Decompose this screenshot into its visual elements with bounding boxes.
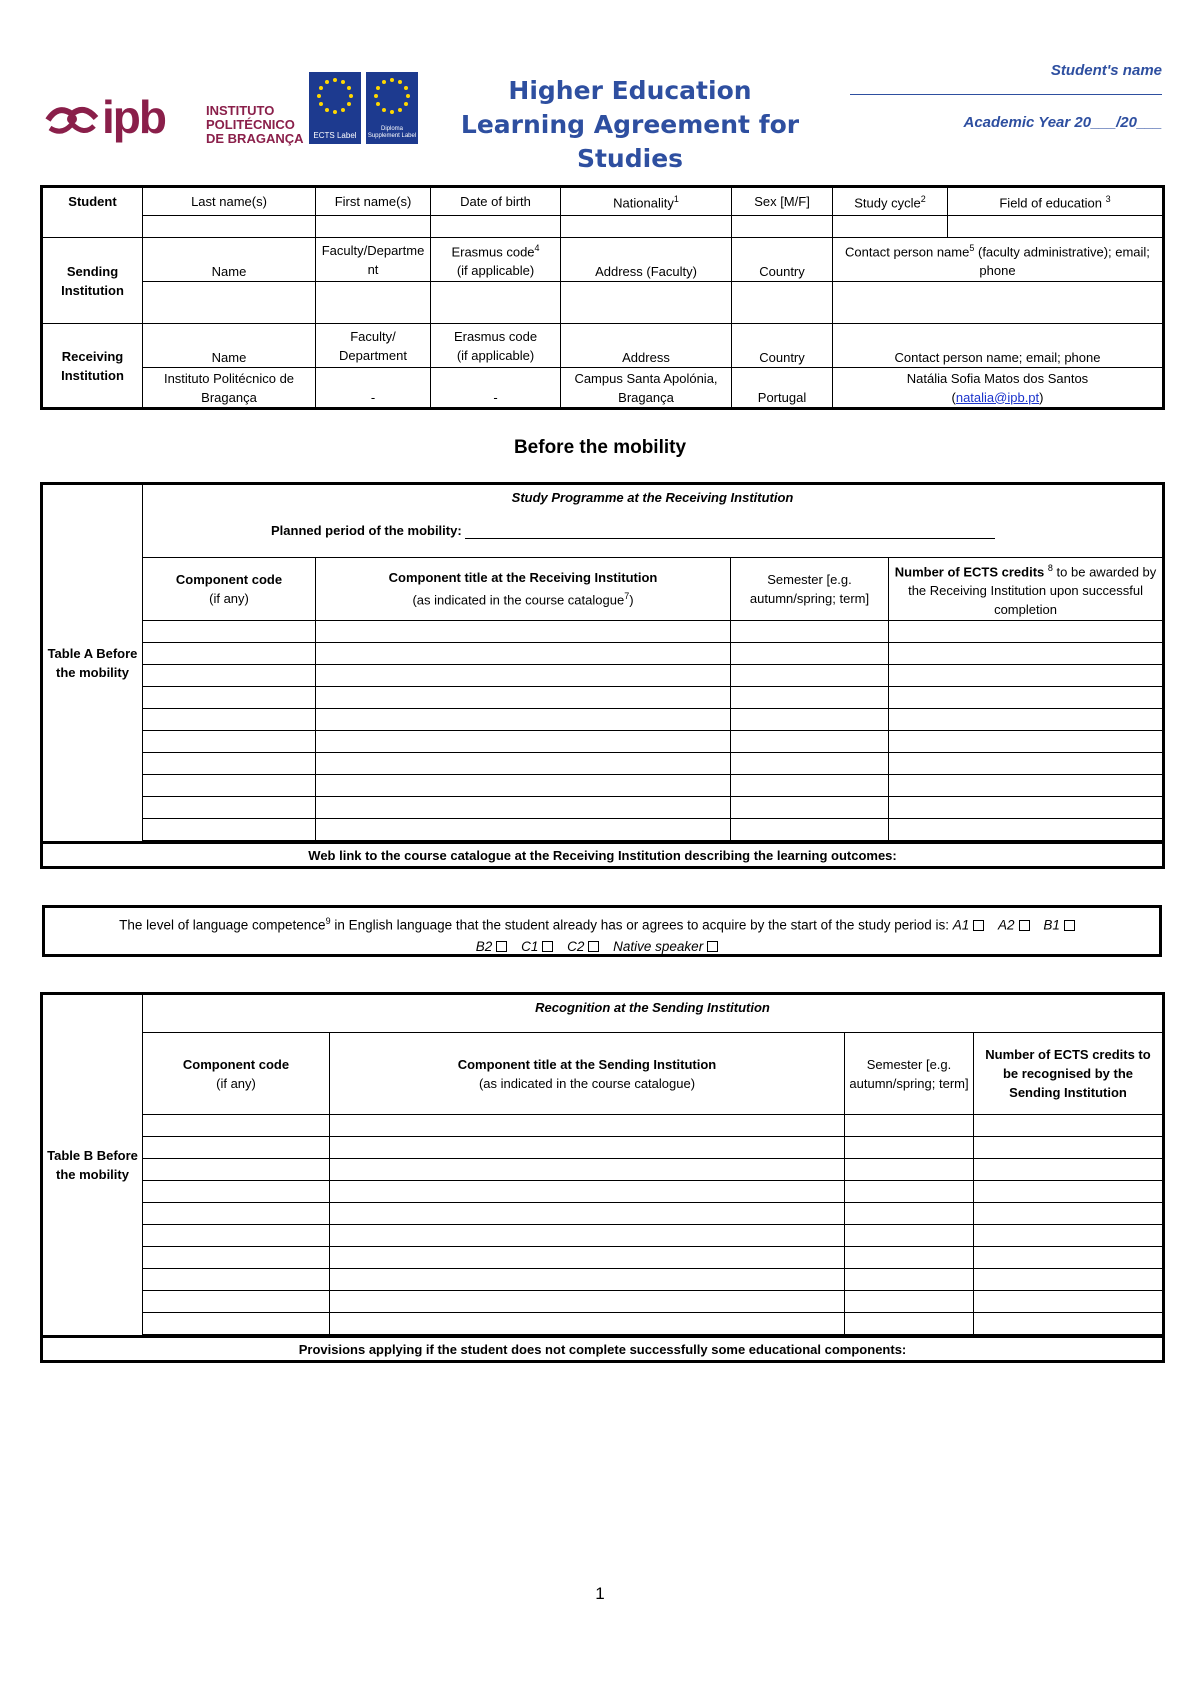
student-name-label: Student's name	[1050, 62, 1162, 79]
table-b-footer: Provisions applying if the student does not complete successfully some educational components:	[43, 1337, 1163, 1361]
col-first-name: First name(s)	[316, 188, 431, 216]
sending-col-contact: Contact person name$^5$ (faculty administrative); email; phone	[833, 238, 1163, 282]
page-number: 1	[595, 1584, 605, 1603]
level-native-label: Native speaker	[613, 938, 704, 954]
institution-logo-text: INSTITUTO POLITÉCNICO DE BRAGANÇA	[206, 103, 304, 146]
contact-email-link[interactable]: natalia@ipb.pt	[955, 389, 1040, 405]
field-of-education-field[interactable]	[948, 216, 1163, 238]
sending-col-erasmus: Erasmus code$^4$ (if applicable)	[431, 238, 561, 282]
table-row[interactable]	[43, 1225, 1163, 1247]
first-name-field[interactable]	[316, 216, 431, 238]
receiving-col-contact: Contact person name; email; phone	[833, 324, 1163, 368]
sex-field[interactable]	[732, 216, 833, 238]
receiving-institution-label: Receiving Institution	[43, 324, 143, 408]
table-row[interactable]	[43, 753, 1163, 775]
table-row[interactable]	[43, 1159, 1163, 1181]
table-a-col-code: Component code (if any)	[143, 558, 316, 621]
ipb-emblem-icon	[44, 100, 100, 138]
level-c2-checkbox[interactable]	[588, 941, 599, 952]
planned-period-field[interactable]	[465, 524, 995, 539]
level-a1-checkbox[interactable]	[973, 920, 984, 931]
table-row[interactable]	[43, 731, 1163, 753]
level-a1-label: A1	[952, 917, 970, 933]
ipb-logo-text: ipb	[102, 91, 165, 143]
table-b-title: Recognition at the Sending Institution	[143, 995, 1163, 1033]
receiving-contact-value: Natália Sofia Matos dos Santos (natalia@ipb.pt)	[833, 368, 1163, 408]
table-row[interactable]	[43, 1203, 1163, 1225]
ds-label-logo	[366, 72, 418, 144]
sending-col-country: Country	[732, 238, 833, 282]
ipb-logo	[44, 91, 304, 146]
ects-label-logo	[309, 72, 361, 144]
sending-institution-label: Sending Institution	[43, 238, 143, 324]
level-native-checkbox[interactable]	[707, 941, 718, 952]
receiving-address-value: Campus Santa Apolónia, Bragança	[561, 368, 732, 408]
eu-stars-icon	[372, 76, 412, 116]
table-a-col-semester: Semester [e.g. autumn/spring; term]	[731, 558, 889, 621]
level-b1-label: B1	[1043, 917, 1060, 933]
info-table	[42, 187, 1163, 408]
language-line-2	[45, 936, 1159, 957]
level-b2-label: B2	[475, 938, 493, 954]
sending-faculty-field[interactable]	[316, 282, 431, 324]
table-a-header	[143, 485, 1163, 558]
table-a-col-credits: Number of ECTS credits $^8$ to be awarded by the Receiving Institution upon successful completion	[889, 558, 1163, 621]
col-nationality: Nationality$^1$	[561, 188, 732, 216]
table-row[interactable]	[43, 1115, 1163, 1137]
table-b-col-title: Component title at the Sending Institution (as indicated in the course catalogue)	[330, 1033, 845, 1115]
contact-person-name: Natália Sofia Matos dos Santos	[906, 370, 1089, 386]
level-a2-label: A2	[998, 917, 1015, 933]
section-title: Before the mobility	[513, 437, 687, 458]
level-c1-checkbox[interactable]	[542, 941, 553, 952]
planned-period-label: Planned period of the mobility:	[271, 523, 462, 538]
table-row[interactable]	[43, 797, 1163, 819]
table-row[interactable]	[43, 665, 1163, 687]
receiving-col-country: Country	[732, 324, 833, 368]
date-of-birth-field[interactable]	[431, 216, 561, 238]
receiving-faculty-value: -	[316, 368, 431, 408]
col-field-of-education: Field of education $^3$	[948, 188, 1163, 216]
table-row[interactable]	[43, 819, 1163, 841]
receiving-col-address: Address	[561, 324, 732, 368]
table-a-footer: Web link to the course catalogue at the Receiving Institution describing the learning outcomes:	[43, 843, 1163, 867]
table-b-col-semester: Semester [e.g. autumn/spring; term]	[845, 1033, 974, 1115]
nationality-field[interactable]	[561, 216, 732, 238]
table-row[interactable]	[43, 687, 1163, 709]
ects-label-text: ECTS Label	[313, 131, 357, 140]
table-row[interactable]	[43, 1137, 1163, 1159]
sending-name-field[interactable]	[143, 282, 316, 324]
col-last-name: Last name(s)	[143, 188, 316, 216]
sending-address-field[interactable]	[561, 282, 732, 324]
receiving-col-erasmus: Erasmus code (if applicable)	[431, 324, 561, 368]
title-line-2: Learning Agreement for Studies	[460, 110, 800, 173]
level-c1-label: C1	[521, 938, 539, 954]
language-competence-box	[42, 905, 1162, 957]
ds-label-text: Diploma Supplement Label	[367, 126, 417, 139]
sending-col-name: Name	[143, 238, 316, 282]
sending-contact-field[interactable]	[833, 282, 1163, 324]
table-b-col-code: Component code (if any)	[143, 1033, 330, 1115]
table-a-title: Study Programme at the Receiving Institution	[511, 490, 794, 505]
level-b2-checkbox[interactable]	[496, 941, 507, 952]
table-row[interactable]	[43, 1181, 1163, 1203]
sending-col-address: Address (Faculty)	[561, 238, 732, 282]
receiving-country-value: Portugal	[732, 368, 833, 408]
academic-year-label[interactable]: Academic Year 20___/20___	[963, 114, 1162, 131]
planned-period-row	[146, 521, 1159, 540]
table-row[interactable]	[43, 775, 1163, 797]
eu-stars-icon	[315, 76, 355, 116]
sending-country-field[interactable]	[732, 282, 833, 324]
table-row[interactable]	[43, 709, 1163, 731]
last-name-field[interactable]	[143, 216, 316, 238]
table-row[interactable]	[43, 1313, 1163, 1335]
table-b-side-label: Table B Before the mobility	[43, 995, 143, 1337]
receiving-name-value: Instituto Politécnico de Bragança	[143, 368, 316, 408]
level-a2-checkbox[interactable]	[1019, 920, 1030, 931]
title-line-1: Higher Education	[508, 76, 752, 105]
table-b-col-credits: Number of ECTS credits to be recognised by the Sending Institution	[974, 1033, 1163, 1115]
receiving-col-name: Name	[143, 324, 316, 368]
table-row[interactable]	[43, 643, 1163, 665]
table-row[interactable]	[43, 1291, 1163, 1313]
col-sex: Sex [M/F]	[732, 188, 833, 216]
document-title	[440, 74, 820, 176]
study-cycle-field[interactable]	[833, 216, 948, 238]
table-row[interactable]	[43, 621, 1163, 643]
student-name-line[interactable]	[850, 94, 1162, 95]
level-b1-checkbox[interactable]	[1064, 920, 1075, 931]
level-c2-label: C2	[567, 938, 585, 954]
sending-erasmus-field[interactable]	[431, 282, 561, 324]
sending-col-faculty: Faculty/Department	[316, 238, 431, 282]
receiving-col-faculty: Faculty/ Department	[316, 324, 431, 368]
student-label: Student	[43, 188, 143, 238]
table-a-col-title: Component title at the Receiving Institution (as indicated in the course catalogue$^7$)	[316, 558, 731, 621]
table-row[interactable]	[43, 1247, 1163, 1269]
col-study-cycle: Study cycle$^2$	[833, 188, 948, 216]
language-line-1: The level of language competence$^9$ in English language that the student already has or agrees to acquire by the start of the study period is: A1 A2 B1	[45, 911, 1159, 936]
table-b	[42, 994, 1163, 1361]
table-a-side-label: Table A Before the mobility	[43, 485, 143, 843]
col-date-of-birth: Date of birth	[431, 188, 561, 216]
receiving-erasmus-value: -	[431, 368, 561, 408]
table-a	[42, 484, 1163, 867]
table-row[interactable]	[43, 1269, 1163, 1291]
